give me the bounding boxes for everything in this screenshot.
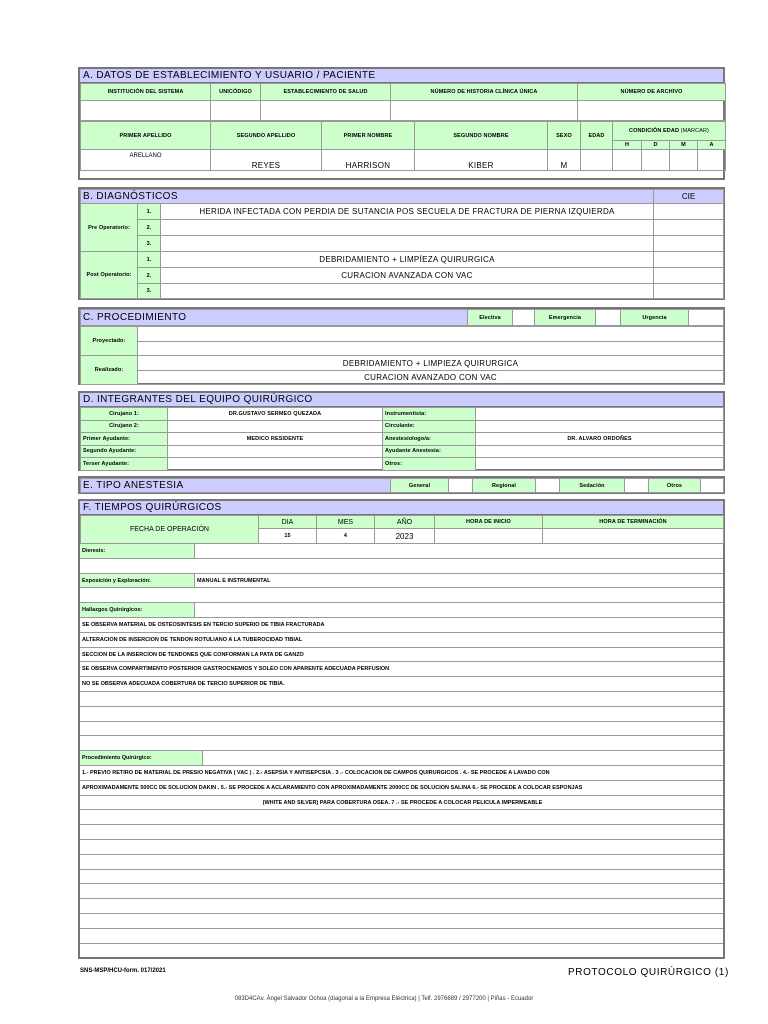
hallazgo-line-2[interactable]: ALTERACION DE INSERCION DE TENDON ROTULIANO A LA TUBEROCIDAD TIBIAL [80,633,723,648]
condicion-edad-header [613,122,726,141]
segundo-apellido-value[interactable]: REYES [211,150,322,171]
section-e-title: E. TIPO ANESTESIA [81,479,391,493]
blank-line[interactable] [80,722,723,737]
hora-inicio-value[interactable] [435,529,543,544]
condicion-edad-label: CONDICIÓN EDAD [629,128,680,134]
blank-line[interactable] [80,929,723,944]
anio-value[interactable]: 2023 [375,529,435,544]
circulante-label: Circulante: [383,420,476,433]
procedure-table [80,326,724,385]
marcar-label: (MARCAR) [680,128,709,134]
otros-value[interactable] [476,458,724,471]
emergencia-label: Emergencia [535,310,596,326]
blank-line[interactable] [80,870,723,885]
realizado-field-1[interactable]: DEBRIDAMIENTO + LIMPIEZA QUIRURGICA [138,356,724,371]
pre-diagnosis-2[interactable] [161,220,654,236]
hallazgos-label: Hallazgos Quirúrgicos: [80,603,195,617]
hallazgo-line-4[interactable]: SE OBSERVA COMPARTIMENTO POSTERIOR GASTROCNEMIOS Y SOLEO CON APARENTE ADECUADA PERFUSION [80,662,723,677]
blank-line[interactable] [80,840,723,855]
blank-line[interactable] [80,810,723,825]
cond-h-value[interactable] [613,150,642,171]
anio-header: AÑO [375,516,435,529]
tercer-ayudante-value[interactable] [168,458,383,471]
blank-line[interactable] [80,855,723,870]
hallazgo-line-5[interactable]: NO SE OBSERVA ADECUADA COBERTURA DE TERCIO SUPERIOR DE TIBIA. [80,677,723,692]
dieresis-field[interactable] [195,544,723,558]
cirujano1-label: Cirujano 1: [81,408,168,421]
anestesiologo-label: Anestesiologo/a: [383,433,476,446]
establecimiento-field[interactable] [261,101,391,121]
procedure-line-2[interactable]: APROXIMADAMENTE 500CC DE SOLUCION DAKIN . 5.- SE PROCEDE A ACLARAMIENTO CON APROXIMADAMENTE 2000CC DE SOLUCION SALINA 6.- SE PROCEDE A COLOCAR ESPONJAS [80,781,723,796]
section-a-title: A. DATOS DE ESTABLECIMIENTO Y USUARIO / PACIENTE [80,69,723,83]
section-c [78,307,725,385]
procedimiento-row [80,751,723,766]
post-num-1: 1. [138,252,161,268]
post-cie-2[interactable] [654,268,724,284]
procedimiento-label: Procedimiento Quirúrgico: [80,751,203,765]
cirujano2-label: Cirujano 2: [81,420,168,433]
pre-cie-3[interactable] [654,236,724,252]
sedacion-label: Sedación [560,479,625,493]
exposicion-value[interactable]: MANUAL E INSTRUMENTAL [197,577,271,584]
hora-terminacion-header: HORA DE TERMINACIÓN [543,516,724,529]
mes-value[interactable]: 4 [317,529,375,544]
post-diagnosis-1[interactable]: DEBRIDAMIENTO + LIMPÍEZA QUIRURGICA [161,252,654,268]
cond-a[interactable]: A [698,141,726,150]
cie-header: CIE [654,190,724,204]
anestesiologo-value[interactable]: DR. ALVARO ORDOÑES [476,433,724,446]
cond-a-value[interactable] [698,150,726,171]
hallazgos-row [80,603,723,618]
general-checkbox[interactable] [449,479,473,493]
pre-cie-2[interactable] [654,220,724,236]
exposicion-row [80,574,723,589]
section-e [78,476,725,494]
dieresis-row [80,544,723,559]
blank-line[interactable] [80,944,723,959]
section-c-title: C. PROCEDIMIENTO [81,310,468,326]
pre-diagnosis-1[interactable]: HERIDA INFECTADA CON PERDIA DE SUTANCIA POS SECUELA DE FRACTURA DE PIERNA IZQUIERDA [161,204,654,220]
anesthesia-table [80,478,724,493]
blank-line[interactable] [80,825,723,840]
instrumentista-label: Instrumentista: [383,408,476,421]
pre-num-2: 2. [138,220,161,236]
exposicion-label: Exposición y Exploración: [80,574,195,588]
proyectado-label: Proyectado: [81,327,138,356]
mes-header: MES [317,516,375,529]
cond-m[interactable]: M [670,141,698,150]
form-code: SNS-MSP/HCU-form. 017/2021 [80,968,166,974]
sexo-value[interactable]: M [548,150,581,171]
primer-apellido-value[interactable]: ARELLANO [81,150,211,171]
realizado-field-2[interactable]: CURACION AVANZADO CON VAC [138,371,724,385]
primer-ayudante-value[interactable]: MEDICO RESIDENTE [168,433,383,446]
otros-anestesia-label: Otros [649,479,701,493]
pre-num-1: 1. [138,204,161,220]
hora-terminacion-value[interactable] [543,529,724,544]
dia-header: DIA [259,516,317,529]
cond-m-value[interactable] [670,150,698,171]
urgencia-label: Urgencia [621,310,689,326]
institucion-header: INSTITUCIÓN DEL SISTEMA [81,84,211,101]
procedure-line-3[interactable]: (WHITE AND SILVER) PARA COBERTURA OSEA. 7 .- SE PROCEDE A COLOCAR PELICULA IMPERMEABLE [80,796,723,811]
blank-line[interactable] [80,884,723,899]
cond-d[interactable]: D [642,141,670,150]
post-diagnosis-3[interactable] [161,284,654,299]
ayudante-anestesia-label: Ayudante Anestesia: [383,445,476,458]
footer-address: 083D4CAv. Ángel Salvador Ochoa (diagonal a la Empresa Eléctrica) | Telf. 2976689 / 2977200 | Piñas - Ecuador [234,996,534,1002]
post-operatorio-label: Post Operatorio: [81,252,138,299]
segundo-ayudante-label: Segundo Ayudante: [81,445,168,458]
emergencia-checkbox[interactable] [596,310,621,326]
section-d-title: D. INTEGRANTES DEL EQUIPO QUIRÚRGICO [80,393,723,407]
tercer-ayudante-label: Terser Ayudante: [81,458,168,471]
instrumentista-value[interactable] [476,408,724,421]
hora-inicio-header: HORA DE INICIO [435,516,543,529]
proyectado-field-2[interactable] [138,342,724,356]
cirujano1-value[interactable]: DR.GUSTAVO SERMEO QUEZADA [168,408,383,421]
institucion-field[interactable] [81,101,211,121]
section-d [78,391,725,471]
edad-header: EDAD [581,122,613,150]
post-cie-1[interactable] [654,252,724,268]
segundo-ayudante-value[interactable] [168,445,383,458]
blank-line[interactable] [80,588,723,603]
regional-checkbox[interactable] [536,479,560,493]
team-table [80,407,724,471]
primer-nombre-value[interactable]: HARRISON [322,150,415,171]
diagnostics-table [80,189,724,299]
edad-value[interactable] [581,150,613,171]
blank-line[interactable] [80,736,723,751]
segundo-nombre-value[interactable]: KIBER [415,150,548,171]
times-table [80,515,724,544]
establecimiento-header: ESTABLECIMIENTO DE SALUD [261,84,391,101]
primer-apellido-header: PRIMER APELLIDO [81,122,211,150]
cirujano2-value[interactable] [168,420,383,433]
segundo-apellido-header: SEGUNDO APELLIDO [211,122,322,150]
urgencia-checkbox[interactable] [689,310,724,326]
fecha-operacion-label: FECHA DE OPERACIÓN [81,516,259,544]
procedure-type-table [80,309,724,326]
historia-field[interactable] [391,101,578,121]
dieresis-label: Dieresis: [80,544,195,558]
post-num-2: 2. [138,268,161,284]
post-cie-3[interactable] [654,284,724,299]
otros-anestesia-checkbox[interactable] [701,479,724,493]
section-f-title: F. TIEMPOS QUIRÚRGICOS [80,501,723,515]
post-diagnosis-2[interactable]: CURACION AVANZADA CON VAC [161,268,654,284]
general-label: General [391,479,449,493]
establishment-table [80,83,726,121]
unicodigo-field[interactable] [211,101,261,121]
sexo-header: SEXO [548,122,581,150]
regional-label: Regional [473,479,536,493]
proyectado-field-1[interactable] [138,327,724,342]
pre-num-3: 3. [138,236,161,252]
blank-line[interactable] [80,899,723,914]
cond-d-value[interactable] [642,150,670,171]
patient-table [80,121,726,171]
procedimiento-field[interactable] [203,751,723,765]
section-a [78,67,725,180]
blank-line[interactable] [80,707,723,722]
segundo-nombre-header: SEGUNDO NOMBRE [415,122,548,150]
dia-value[interactable]: 15 [259,529,317,544]
tiempos-body [80,544,723,958]
otros-label: Otros: [383,458,476,471]
post-num-3: 3. [138,284,161,299]
hallazgo-line-3[interactable]: SECCION DE LA INSERCION DE TENDONES QUE CONFORMAN LA PATA DE GANZO [80,648,723,663]
sedacion-checkbox[interactable] [625,479,649,493]
procedure-line-1[interactable]: 1.- PREVIO RETIRO DE MATERIAL DE PRESIO NEGATIVA ( VAC ) . 2.- ASEPSIA Y ANTISEPCSIA . 3 .- COLOCACION DE CAMPOS QUIRURGICOS . 4.- SE PROCEDE A LAVADO CON [80,766,723,781]
electiva-label: Electiva [468,310,513,326]
hallazgo-line-1[interactable]: SE OBSERVA MATERIAL DE OSTEOSINTESIS EN TERCIO SUPERIO DE TIBIA FRACTURADA [80,618,723,633]
blank-line[interactable] [80,914,723,929]
pre-diagnosis-3[interactable] [161,236,654,252]
section-b-title: B. DIAGNÓSTICOS [81,190,654,204]
archivo-header: NÚMERO DE ARCHIVO [578,84,726,101]
electiva-checkbox[interactable] [513,310,535,326]
hallazgos-field[interactable] [195,603,723,617]
primer-ayudante-label: Primer Ayudante: [81,433,168,446]
pre-operatorio-label: Pre Operatorio: [81,204,138,252]
realizado-label: Realizado: [81,356,138,385]
blank-line[interactable] [80,692,723,707]
circulante-value[interactable] [476,420,724,433]
blank-line[interactable] [80,559,723,574]
section-f [78,499,725,959]
historia-header: NÚMERO DE HISTORIA CLÍNICA ÚNICA [391,84,578,101]
ayudante-anestesia-value[interactable] [476,445,724,458]
primer-nombre-header: PRIMER NOMBRE [322,122,415,150]
section-b [78,187,725,300]
cond-h[interactable]: H [613,141,642,150]
archivo-field[interactable] [578,101,726,121]
form-title: PROTOCOLO QUIRÚRGICO (1) [568,967,729,978]
pre-cie-1[interactable] [654,204,724,220]
unicodigo-header: UNICÓDIGO [211,84,261,101]
